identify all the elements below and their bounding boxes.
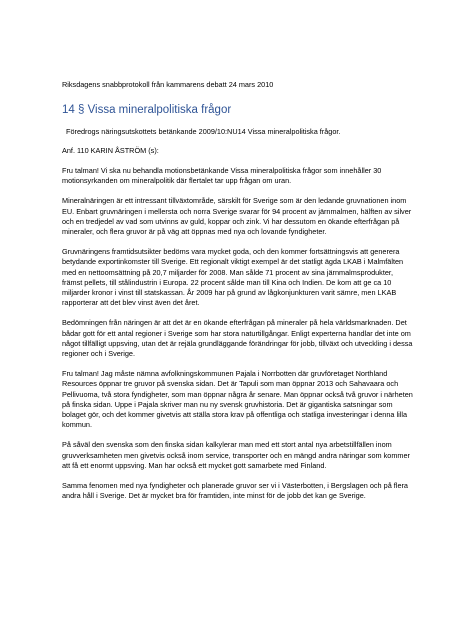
presentation-line: Föredrogs näringsutskottets betänkande 2009/10:NU14 Vissa mineralpolitiska frågor. — [66, 127, 341, 136]
source-line: Riksdagens snabbprotokoll från kammarens debatt 24 mars 2010 — [62, 80, 274, 89]
speaker-line: Anf. 110 KARIN ÅSTRÖM (s): — [62, 146, 159, 155]
paragraph: Samma fenomen med nya fyndigheter och planerade gruvor ser vi i Västerbotten, i Bergslagen och på flera andra håll i Sverige. Det är mycket bra för framtiden, inte minst för de jobb det kan ge Sverige. — [62, 481, 408, 501]
paragraph: Fru talman! Jag måste nämna avfolkningskommunen Pajala i Norrbotten där gruvföretaget Northland Resources öppnar tre gruvor på svenska sidan. Det är Tapuli som man öppnar 2013 och Sahavaara och Pellivuoma, två stora fyndigheter, som man öppnar några år senare. Man öppnar också två gruvor i närheten på finska sidan. Uppe i Pajala skriver man nu ny svensk gruvhistoria. Det är gigantiska satsningar som bolaget gör, och det kommer givetvis att ställa stora krav på offentliga och statliga investeringar i denna lilla kommun. — [62, 369, 413, 430]
document-body — [62, 80, 414, 501]
paragraph: På såväl den svenska som den finska sidan kalkylerar man med ett stort antal nya arbetstillfällen inom gruvverksamheten men givetvis också inom service, transporter och en mängd andra näringar som kommer att få ett enormt uppsving. Man har också ett mycket gott samarbete med Finland. — [62, 440, 410, 470]
paragraph: Fru talman! Vi ska nu behandla motionsbetänkande Vissa mineralpolitiska frågor som innehåller 30 motionsyrkanden om mineralpolitik där flertalet tar upp frågan om uran. — [62, 166, 382, 186]
paragraph: Bedömningen från näringen är att det är en ökande efterfrågan på mineraler på hela världsmarknaden. Det bådar gott för ett antal regioner i Sverige som har stora naturtillgångar. Enligt experterna handlar det inte om något tillfälligt uppsving, utan det är rejäla grundläggande förändringar för jobb, tillväxt och utveckling i dessa regioner och i Sverige. — [62, 318, 413, 359]
section-heading: 14 § Vissa mineralpolitiska frågor — [62, 104, 232, 116]
paragraph: Mineralnäringen är ett intressant tillväxtområde, särskilt för Sverige som är den ledande gruvnationen inom EU. Enbart gruvnäringen i mellersta och norra Sverige svarar för 94 procent av järnmalmen, hälften av silver och en tredjedel av vad som utvinns av guld, koppar och zink. Vi har dessutom en ökande efterfrågan på mineraler, och flera gruvor är på väg att öppnas med nya och lovande fyndigheter. — [62, 196, 412, 237]
paragraph: Gruvnäringens framtidsutsikter bedöms vara mycket goda, och den kommer fortsättningsvis att generera betydande exportinkomster till Sverige. Ett regionalt viktigt exempel är det statligt ägda LKAB i Malmfälten med en nettoomsättning på 20,7 miljarder för 2008. Man sålde 71 procent av sina järnmalmsprodukter, främst pellets, till stålindustrin i Europa. 22 procent sålde man till Kina och Indien. De kom att ge ca 10 miljarder kronor i vinst till statskassan. År 2009 har på grund av lågkonjunkturen varit sämre, men LKAB rapporterar att det blev vinst även det året. — [62, 247, 404, 308]
